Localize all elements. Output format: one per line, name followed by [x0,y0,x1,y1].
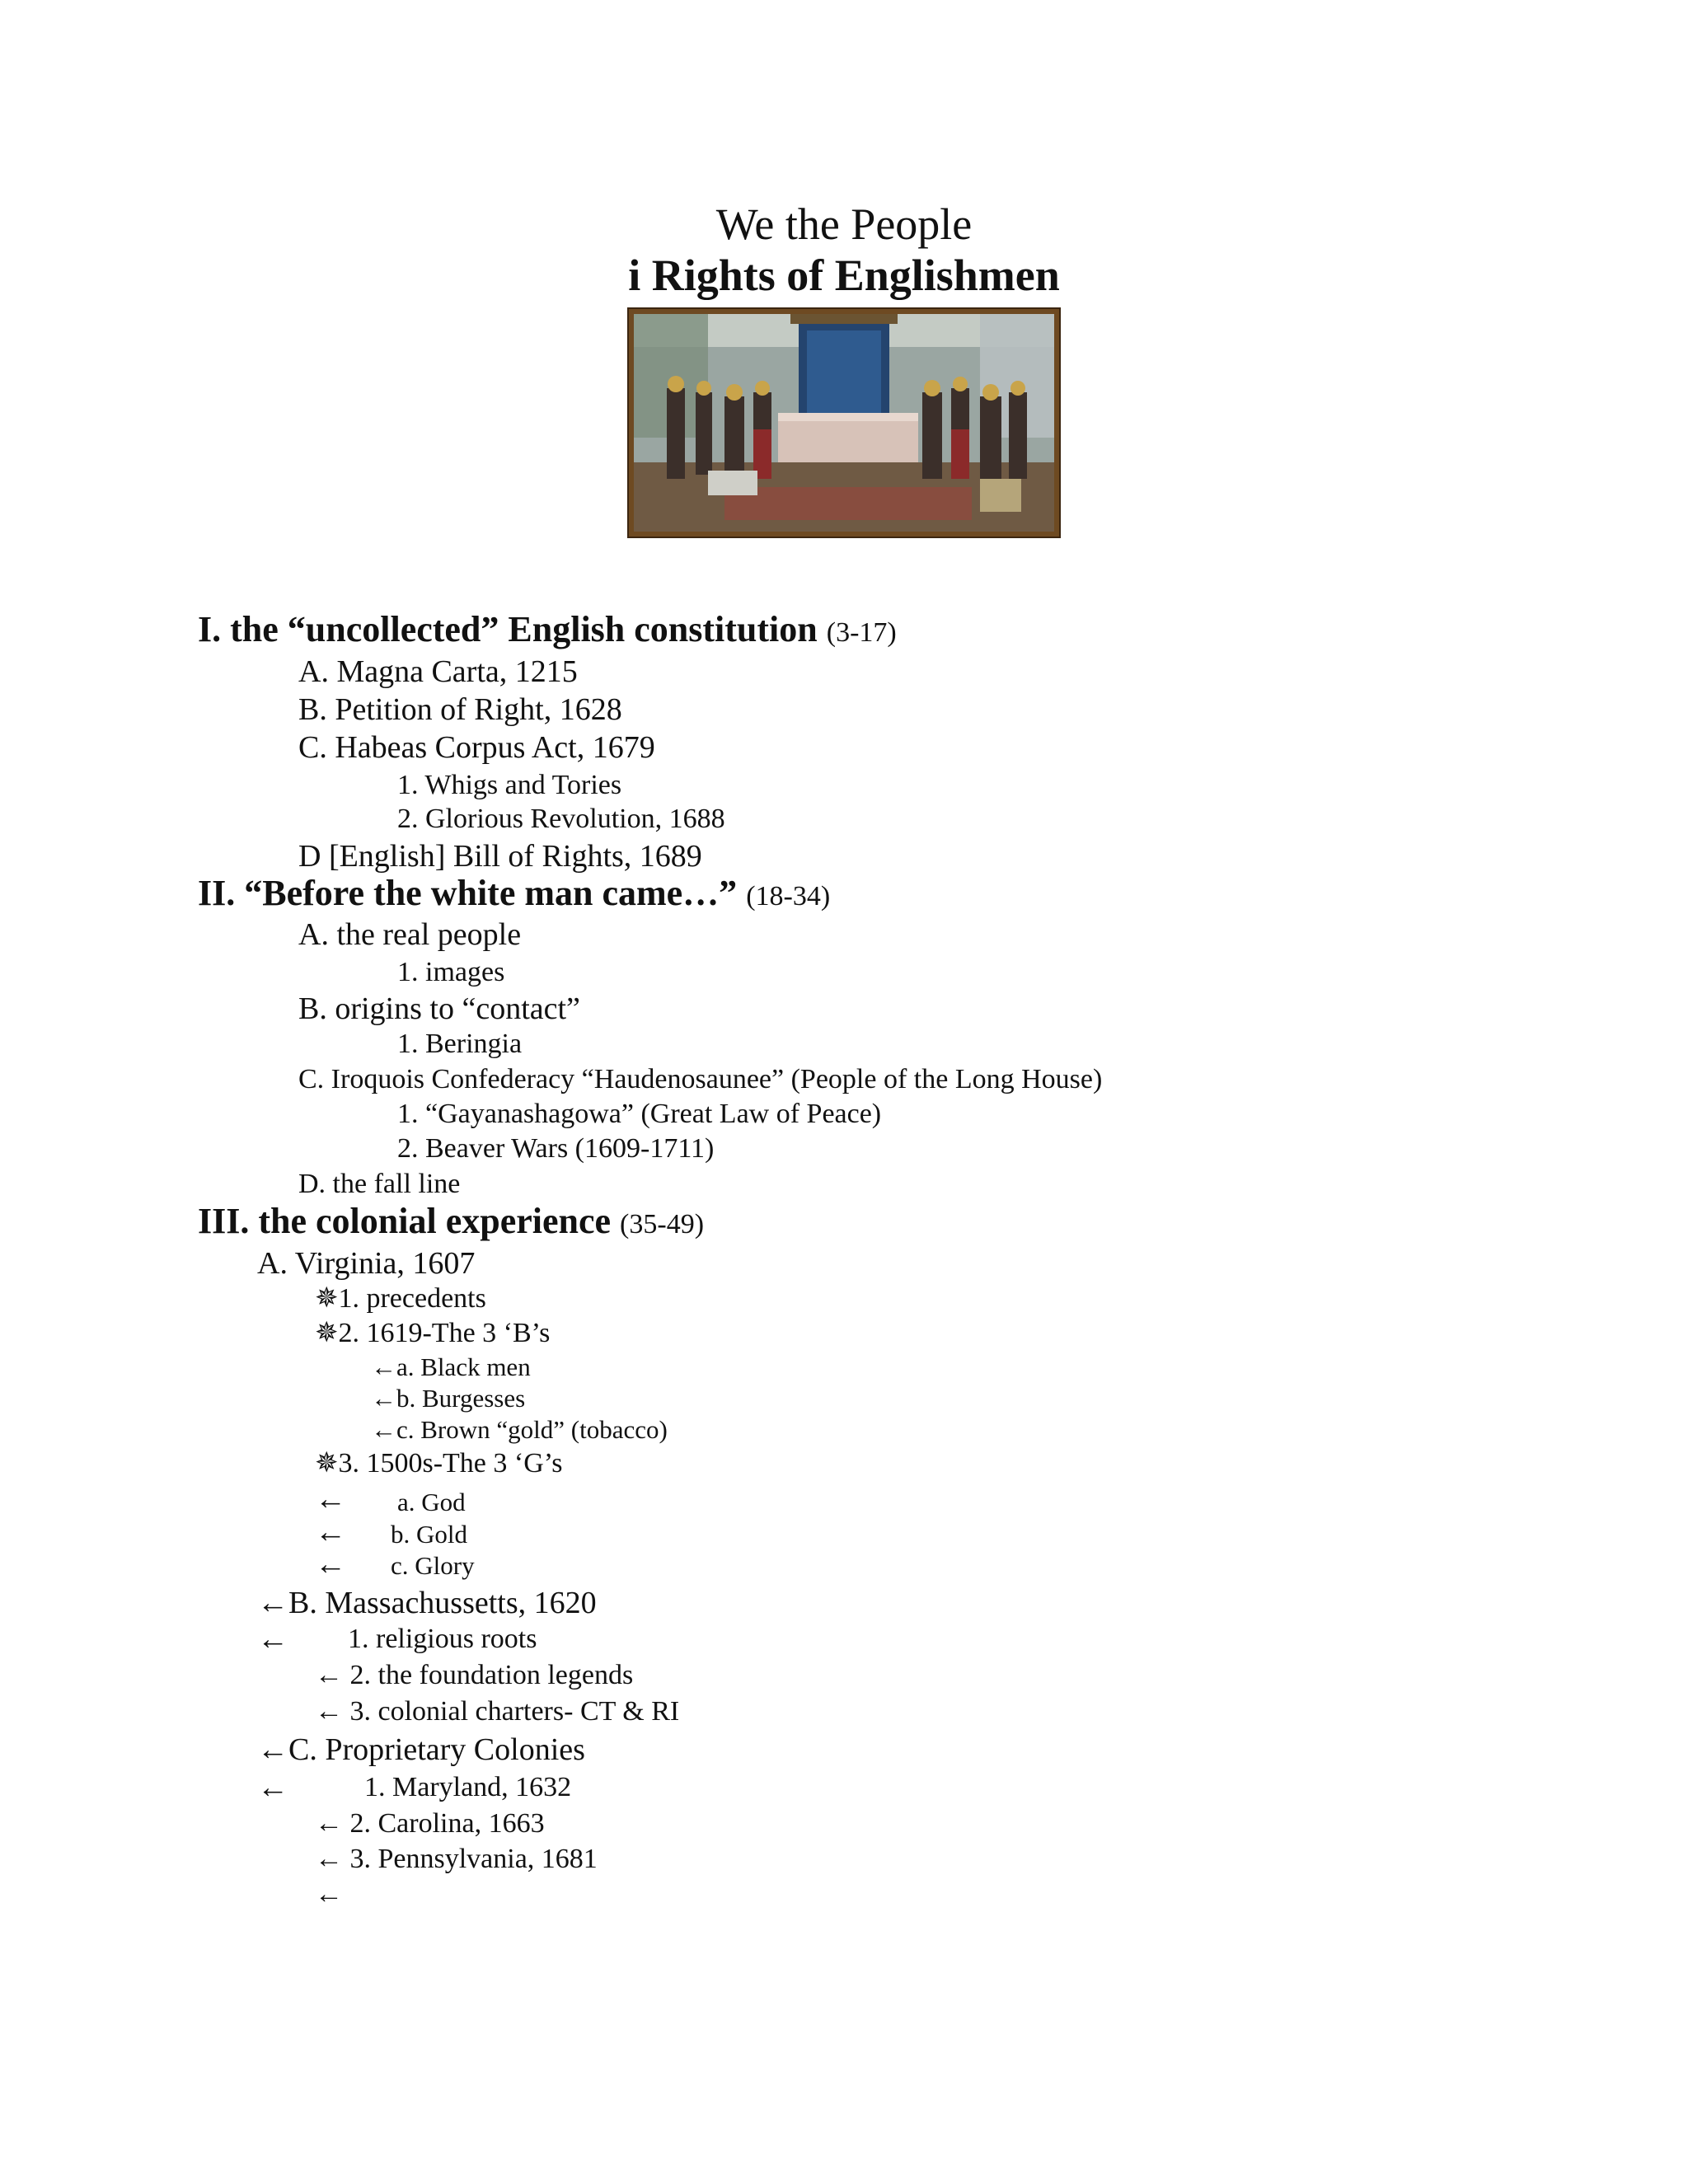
outline-item: D [English] Bill of Rights, 1689 [298,839,702,874]
outline-subitem: 1. Beringia [397,1029,523,1059]
outline-subsubitem: a. God [397,1488,466,1516]
left-arrow-icon: ← [257,1622,288,1657]
section-heading [198,872,830,918]
magna-carta-painting [629,309,1059,537]
section-heading [198,1200,704,1246]
outline-item: C. Iroquois Confederacy “Haudenosaunee” (People of the Long House) [298,1064,1103,1094]
document-title: We the People [715,199,973,249]
left-arrow-icon: ← [315,1515,346,1549]
outline-subsubitem: b. Gold [391,1520,467,1549]
section-title: II. “Before the white man came…” [198,873,738,913]
outline-subitem: 1. Maryland, 1632 [364,1772,572,1802]
outline-subsubitem: c. Glory [391,1551,475,1580]
outline-subsubitem: ←b. Burgesses [371,1384,526,1413]
section-title: III. the colonial experience [198,1201,612,1241]
outline-item: ←B. Massachussetts, 1620 [257,1586,597,1620]
document-subtitle: i Rights of Englishmen [628,251,1060,300]
outline-subitem: ✵1. precedents [315,1283,486,1314]
page-range: (3-17) [826,617,897,648]
outline-item: B. origins to “contact” [298,991,580,1026]
outline-subitem: ✵3. 1500s-The 3 ‘G’s [315,1448,563,1479]
page-range: (18-34) [746,881,831,912]
outline-subsubitem: ←a. Black men [371,1352,531,1381]
outline-item: ←C. Proprietary Colonies [257,1732,585,1767]
outline-item: C. Habeas Corpus Act, 1679 [298,730,655,765]
outline-item: A. Virginia, 1607 [257,1246,476,1281]
section-title: I. the “uncollected” English constitution [198,609,818,649]
outline-subitem: 2. Glorious Revolution, 1688 [397,804,725,834]
outline-subitem: ← 3. colonial charters- CT & RI [315,1696,680,1727]
outline-item: D. the fall line [298,1169,461,1199]
outline-item: A. the real people [298,917,522,952]
page-range: (35-49) [620,1209,705,1240]
section-heading [198,608,897,654]
outline-subitem: 1. religious roots [348,1624,537,1654]
outline-item: A. Magna Carta, 1215 [298,654,578,689]
outline-subitem: 1. “Gayanashagowa” (Great Law of Peace) [397,1099,882,1129]
outline-item: B. Petition of Right, 1628 [298,692,622,727]
outline-subitem: 1. Whigs and Tories [397,770,622,800]
left-arrow-icon: ← [315,1879,343,1910]
outline-subitem: 2. Beaver Wars (1609-1711) [397,1133,715,1164]
left-arrow-icon: ← [315,1547,346,1582]
painting-illustration [634,314,1054,532]
outline-subitem: ✵2. 1619-The 3 ‘B’s [315,1318,551,1348]
left-arrow-icon: ← [257,1770,288,1805]
left-arrow-icon: ← [315,1482,346,1516]
outline-subitem: ← 2. Carolina, 1663 [315,1808,545,1839]
outline-subitem: ← 2. the foundation legends [315,1660,634,1690]
outline-subsubitem: ←c. Brown “gold” (tobacco) [371,1415,668,1444]
outline-subitem: ← 3. Pennsylvania, 1681 [315,1844,598,1874]
outline-subitem: 1. images [397,957,505,987]
